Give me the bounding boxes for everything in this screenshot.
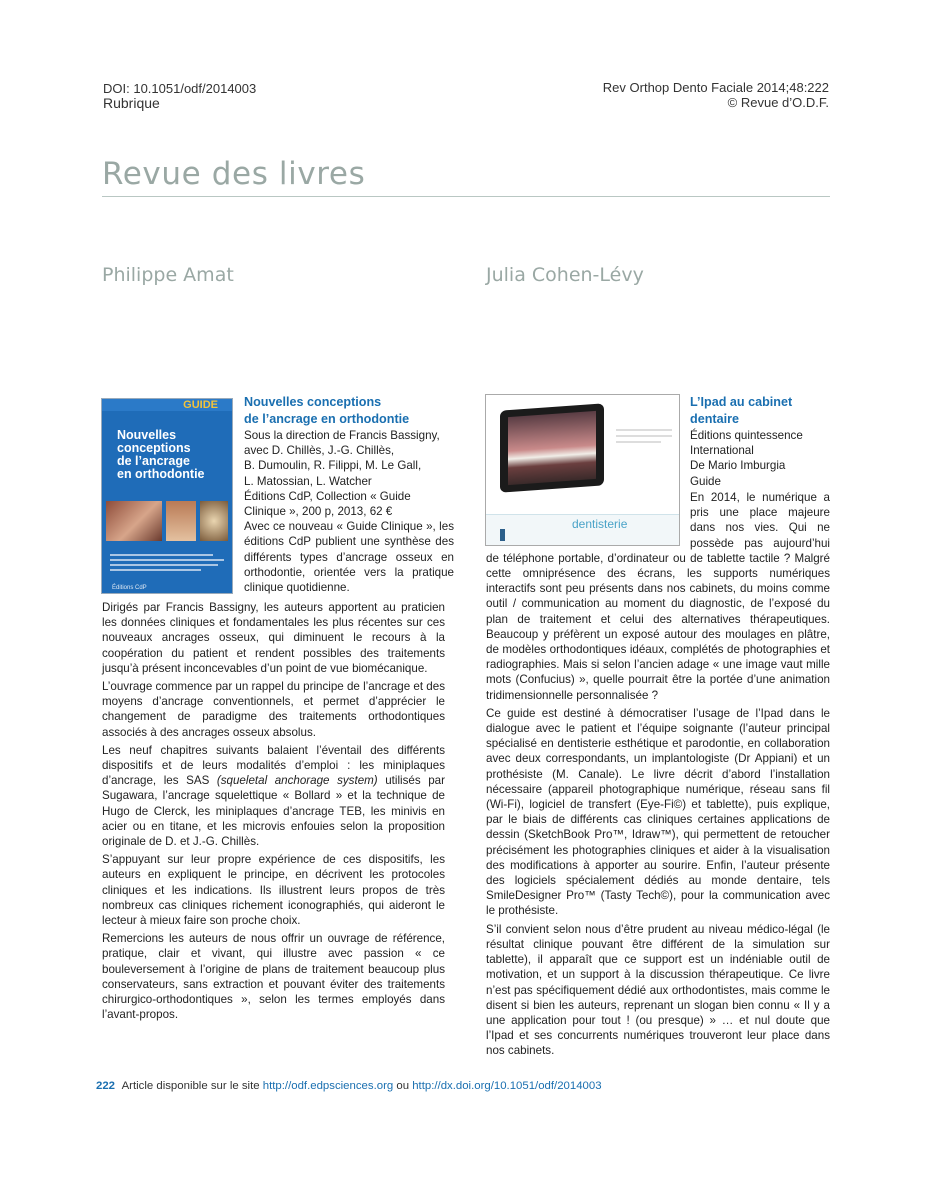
body-left — [102, 600, 445, 1022]
title-rule — [102, 196, 830, 197]
meta-left-4: L. Matossian, L. Watcher — [244, 474, 372, 488]
copyright: © Revue d’O.D.F. — [727, 95, 829, 110]
page-number: 222 — [96, 1080, 116, 1092]
body-right — [486, 490, 830, 1059]
meta-left-1: Sous la direction de Francis Bassigny, — [244, 429, 440, 442]
para-left-4: S’appuyant sur leur propre expérience de ces dispositifs, les auteurs en expliquent le principe, en décrivent les protocoles cliniques et les indications. Ils illustrent leurs propos de très nombreux cas cliniques richement iconographiés, qui aideront le lecteur à mieux faire son proche choix. — [102, 853, 445, 928]
intro-left: Avec ce nouveau « Guide Clinique », les éditions CdP publient une synthèse des différents types d’ancrage osseux en orthodontie, orientée vers la pratique clinique quotidienne. — [244, 520, 454, 595]
meta-left-5: Éditions CdP, Collection « Guide — [244, 489, 411, 503]
book-title-right-2: dentaire — [690, 412, 739, 426]
para-left-1: Dirigés par Francis Bassigny, les auteurs apportent au praticien les données cliniques et fondamentales les plus récentes sur ces nouveaux ancrages osseux, qui diminuent le recours à la coopération du patient et rendent possibles des traitements jusqu’à présent inconcevables d’un point de vue biomécanique. — [102, 601, 445, 675]
footer-link-doi[interactable]: http://dx.doi.org/10.1051/odf/2014003 — [412, 1080, 602, 1092]
book-title-left-2: de l’ancrage en orthodontie — [244, 412, 410, 426]
footer-link-site[interactable]: http://odf.edpsciences.org — [262, 1080, 394, 1092]
meta-right-4: Guide — [690, 474, 721, 488]
footer-or: ou — [393, 1080, 413, 1092]
cover-title-4: en orthodontie — [117, 467, 205, 481]
cover-photos — [106, 501, 228, 541]
footer-text: Article disponible sur le site — [121, 1080, 263, 1092]
para-right-1: En 2014, le numérique a pris une place majeure dans nos vies. Qui ne possède pas aujourd’hui de téléphone portable, d’ordinateur ou de tablette tactile ? Malgré cette omniprésence des écrans, les supports numériques interactifs sont peu présents dans nos cabinets, du moins comme outil / communication au moment du diagnostic, de l’exposé du plan de traitement et celui des alternatives thérapeutiques. Beaucoup y préfèrent un exposé autour des moulages en plâtre, de modèles orthodontiques idéaux, complétés de photographies et radiographies. Mais si selon l’ancien adage « une image vaut mille mots (Confucius) », quelle pourrait être la portée d’une animation tridimensionnelle personnalisée ? — [486, 491, 830, 702]
para-left-3: Les neuf chapitres suivants balaient l’éventail des différents dispositifs et de leurs modalités d’emploi : les miniplaques d’ancrage, les SAS (squeletal anchorage system) utilisés par Sugawara, l’ancrage squelettique « Bollard » et la technique de Hugo de Clerck, les miniplaques d’ancrage TEB, les minivis en acier ou en titane, et les microvis enfouies selon la proposition originale de D. et J.-G. Chillès. — [102, 743, 445, 849]
cover-series: GUIDE — [183, 399, 218, 411]
meta-left-3: B. Dumoulin, R. Filippi, M. Le Gall, — [244, 459, 422, 473]
author-left: Philippe Amat — [102, 264, 234, 286]
author-right: Julia Cohen-Lévy — [486, 264, 644, 286]
para-right-2: Ce guide est destiné à démocratiser l’usage de l’Ipad dans le dialogue avec le patient et l’équipe soignante (l’auteur principal spécialisé en dentisterie esthétique et parodontie, en collaboration avec deux correspondants, un implantologiste (Dr Appiani) et un prothésiste (M. Canale). Le livre décrit d’abord l’installation nécessaire (appareil photographique numérique, réseau sans fil (Wi-Fi), logiciel de transfert (Eye-Fi©) et tablette), puis explique, par le biais de différents cas cliniques certaines applications de dessin (SketchBook Pro™, Idraw™), qui permettent de retoucher précisément les photographies cliniques et aider à la visualisation des modifications à apporter au sourire. Enfin, l’auteur présente des logiciels spécialement dédiés au monde dentaire, tels SmileDesigner Pro™ (Tasty Tech©), pour la communication avec le prothésiste. — [486, 706, 830, 918]
book-cover-left — [101, 398, 233, 594]
para-right-3: S’il convient selon nous d’être prudent au niveau médico-légal (le résultat clinique pouvant être différent de la simulation sur tablette), il apparaît que ce support est un indéniable outil de motivation, et un support à la discussion thérapeutique. Ce livre n’est pas spécifiquement dédié aux orthodontistes, mais comme le disent si bien les auteurs, reprenant un slogan bien connu « Il y a une application pour tout ! (ou presque) » … et nul doute que l’Ipad et ses concurrents numériques trouveront leur place dans nos cabinets. — [486, 922, 830, 1058]
cover-title-1: Nouvelles — [117, 428, 177, 442]
cover-title-2: conceptions — [117, 441, 191, 455]
footer — [96, 1080, 602, 1092]
cover-title-3: de l’ancrage — [117, 454, 190, 468]
doi: DOI: 10.1051/odf/2014003 — [103, 81, 257, 96]
meta-left-2: avec D. Chillès, J.-G. Chillès, — [244, 444, 395, 458]
cover-publisher: Éditions CdP — [112, 585, 147, 591]
para-left-5: Remercions les auteurs de nous offrir un ouvrage de référence, pratique, clair et vivant, qui illustre avec passion « ce bouleversement à l’origine de plans de traitement beaucoup plus conservateurs, sans extraction et pouvant éviter des traitements chirurgico-orthodontiques », selon les termes employés dans l’avant-propos. — [102, 932, 445, 1022]
journal-ref: Rev Orthop Dento Faciale 2014;48:222 — [602, 80, 829, 95]
page-title: Revue des livres — [102, 156, 366, 192]
cover-brand: dentisterie — [572, 517, 628, 531]
book-title-right-1: L’Ipad au cabinet — [690, 395, 793, 409]
book-title-left-1: Nouvelles conceptions — [244, 395, 382, 409]
meta-right-1: Éditions quintessence — [690, 429, 803, 442]
meta-left-6: Clinique », 200 p, 2013, 62 € — [244, 505, 393, 519]
section-label: Rubrique — [103, 95, 160, 111]
meta-right-3: De Mario Imburgia — [690, 459, 786, 473]
meta-right-2: International — [690, 444, 754, 458]
para-left-2: L’ouvrage commence par un rappel du principe de l’ancrage et des moyens d’ancrage conventionnels, et permet d’apprécier le changement de paradigme des traitements orthodontiques associés à des ancrages osseux absolus. — [102, 680, 445, 739]
